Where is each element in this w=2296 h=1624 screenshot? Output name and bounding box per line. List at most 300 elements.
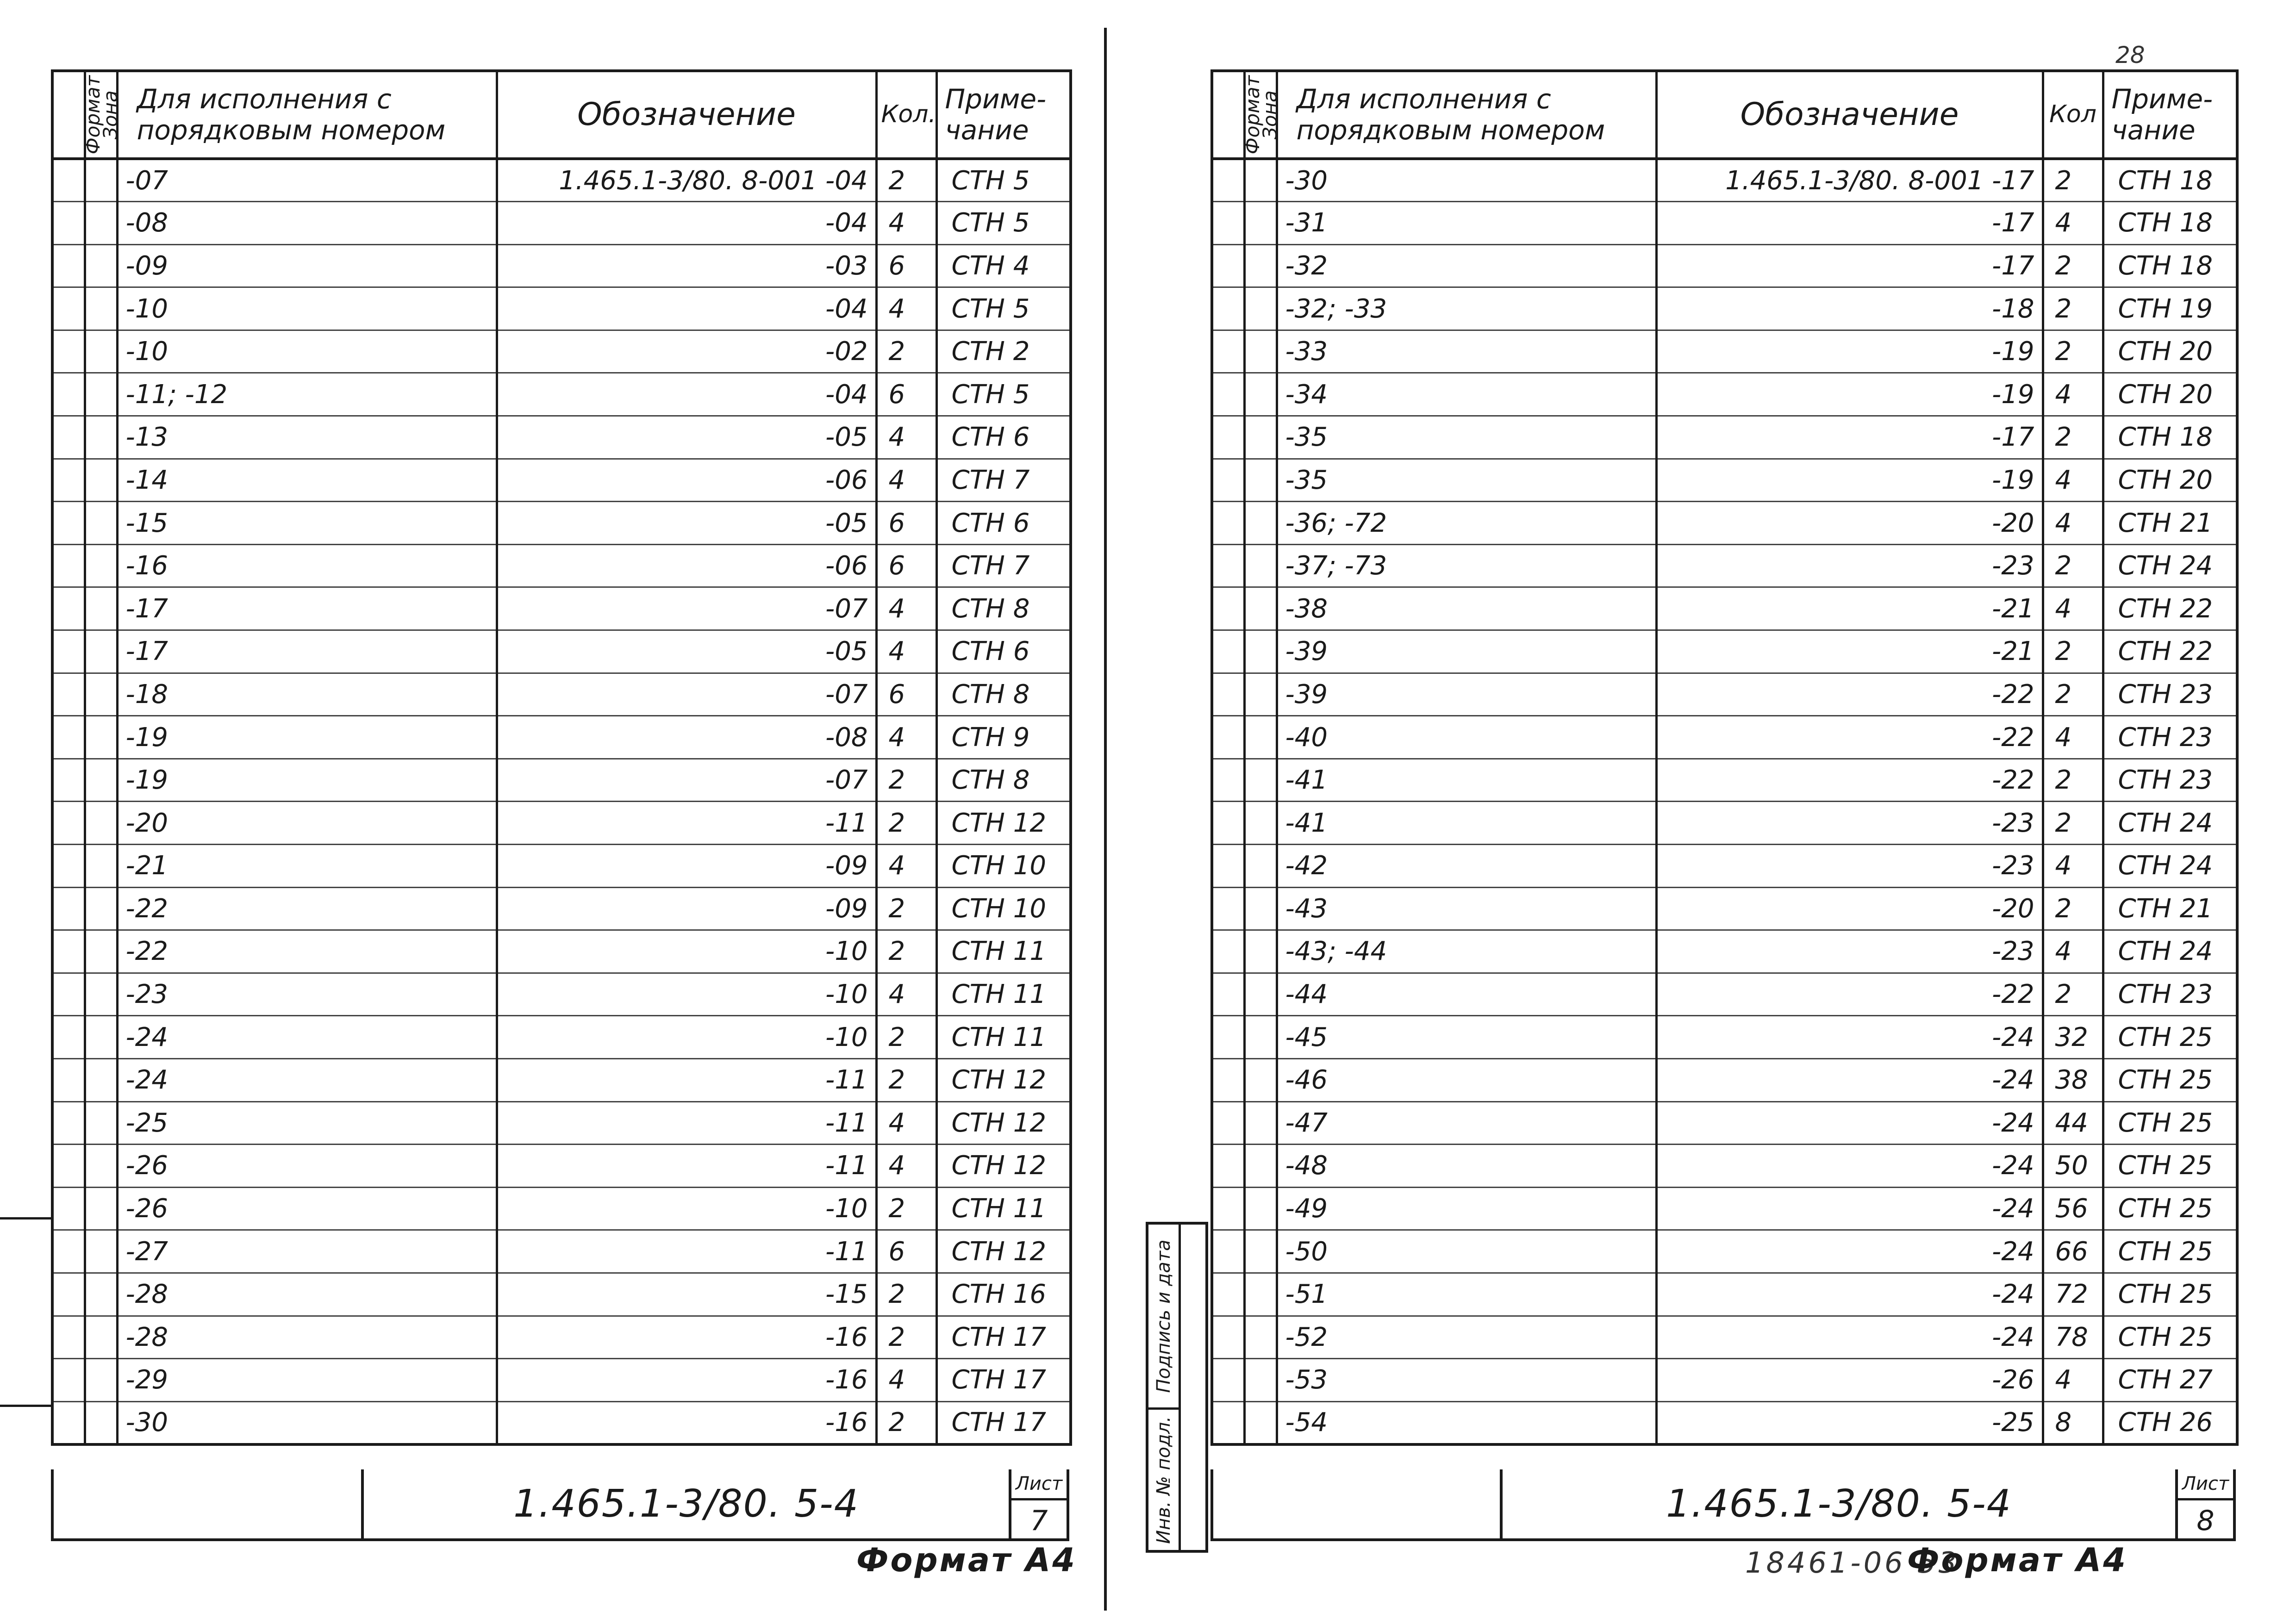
title-block-blank-cell — [54, 1469, 364, 1538]
variant-cell: -28 — [117, 1273, 497, 1316]
designation-cell: -26 — [1656, 1359, 2043, 1402]
format-cell — [52, 287, 85, 330]
format-cell — [1212, 330, 1244, 373]
qty-cell: 2 — [876, 159, 936, 202]
variant-cell: -26 — [117, 1187, 497, 1230]
format-cell — [52, 587, 85, 630]
note-cell: СТН 23 — [2103, 716, 2237, 759]
table-row — [52, 1016, 1071, 1059]
variant-cell: -10 — [117, 330, 497, 373]
header-note: Приме-чание — [2103, 71, 2237, 159]
variant-cell: -20 — [117, 802, 497, 845]
note-cell: СТН 17 — [936, 1401, 1071, 1444]
left-title-block — [51, 1469, 1069, 1541]
note-cell: СТН 24 — [2103, 802, 2237, 845]
zone-cell — [1244, 459, 1277, 502]
format-cell — [52, 759, 85, 802]
designation-cell: -16 — [497, 1359, 876, 1402]
format-cell — [52, 1101, 85, 1145]
header-qty: Кол. — [876, 71, 936, 159]
designation-cell: -11 — [497, 1101, 876, 1145]
qty-cell: 4 — [2043, 373, 2103, 416]
zone-cell — [85, 587, 117, 630]
note-cell: СТН 20 — [2103, 330, 2237, 373]
table-row — [52, 1401, 1071, 1444]
format-cell — [1212, 1101, 1244, 1145]
header-variant: Для исполнения с порядковым номером — [1277, 71, 1656, 159]
zone-cell — [1244, 1273, 1277, 1316]
variant-cell: -41 — [1277, 802, 1656, 845]
zone-cell — [1244, 330, 1277, 373]
variant-cell: -32; -33 — [1277, 287, 1656, 330]
format-cell — [52, 1058, 85, 1101]
format-cell — [1212, 1273, 1244, 1316]
designation-cell: -21 — [1656, 587, 2043, 630]
zone-cell — [85, 202, 117, 245]
table-row — [52, 930, 1071, 973]
variant-cell: -53 — [1277, 1359, 1656, 1402]
designation-cell: -19 — [1656, 330, 2043, 373]
qty-cell: 6 — [876, 373, 936, 416]
note-cell: СТН 8 — [936, 673, 1071, 716]
note-cell: СТН 26 — [2103, 1401, 2237, 1444]
zone-cell — [1244, 373, 1277, 416]
variant-cell: -27 — [117, 1230, 497, 1273]
note-cell: СТН 25 — [2103, 1058, 2237, 1101]
variant-cell: -23 — [117, 973, 497, 1016]
zone-cell — [85, 244, 117, 287]
qty-cell: 4 — [876, 287, 936, 330]
zone-cell — [1244, 716, 1277, 759]
variant-cell: -30 — [117, 1401, 497, 1444]
qty-cell: 4 — [2043, 502, 2103, 545]
variant-cell: -44 — [1277, 973, 1656, 1016]
zone-cell — [1244, 973, 1277, 1016]
qty-cell: 2 — [876, 759, 936, 802]
note-cell: СТН 4 — [936, 244, 1071, 287]
variant-cell: -36; -72 — [1277, 502, 1656, 545]
note-cell: СТН 25 — [2103, 1187, 2237, 1230]
designation-cell: -25 — [1656, 1401, 2043, 1444]
table-row — [52, 716, 1071, 759]
zone-cell — [85, 1145, 117, 1188]
table-row — [1212, 330, 2237, 373]
qty-cell: 32 — [2043, 1016, 2103, 1059]
note-cell: СТН 23 — [2103, 759, 2237, 802]
table-row — [52, 887, 1071, 930]
title-block-blank-cell — [1213, 1469, 1503, 1538]
zone-cell — [1244, 673, 1277, 716]
variant-cell: -35 — [1277, 416, 1656, 459]
note-cell: СТН 20 — [2103, 373, 2237, 416]
designation-cell: -03 — [497, 244, 876, 287]
designation-cell: -24 — [1656, 1273, 2043, 1316]
note-cell: СТН 25 — [2103, 1273, 2237, 1316]
qty-cell: 2 — [2043, 244, 2103, 287]
note-cell: СТН 18 — [2103, 202, 2237, 245]
variant-cell: -18 — [117, 673, 497, 716]
variant-cell: -14 — [117, 459, 497, 502]
qty-cell: 72 — [2043, 1273, 2103, 1316]
table-row — [52, 1273, 1071, 1316]
zone-cell — [1244, 1187, 1277, 1230]
side-stamp-cell — [1148, 1410, 1179, 1550]
zone-cell — [85, 930, 117, 973]
note-cell: СТН 25 — [2103, 1230, 2237, 1273]
table-row — [52, 845, 1071, 888]
qty-cell: 4 — [2043, 845, 2103, 888]
variant-cell: -42 — [1277, 845, 1656, 888]
table-header-row — [52, 71, 1071, 159]
zone-cell — [1244, 587, 1277, 630]
table-row — [1212, 373, 2237, 416]
designation-cell: -09 — [497, 845, 876, 888]
zone-cell — [85, 416, 117, 459]
note-cell: СТН 5 — [936, 159, 1071, 202]
zone-cell — [85, 845, 117, 888]
qty-cell: 2 — [2043, 759, 2103, 802]
qty-cell: 4 — [876, 1145, 936, 1188]
format-cell — [1212, 716, 1244, 759]
table-row — [1212, 1058, 2237, 1101]
table-row — [1212, 587, 2237, 630]
note-cell: СТН 11 — [936, 1187, 1071, 1230]
designation-cell: -05 — [497, 630, 876, 673]
zone-cell — [85, 1316, 117, 1359]
designation-cell: -15 — [497, 1273, 876, 1316]
zone-cell — [85, 716, 117, 759]
note-cell: СТН 25 — [2103, 1145, 2237, 1188]
format-cell — [1212, 287, 1244, 330]
format-label: Формат А4 — [856, 1541, 1077, 1579]
zone-cell — [1244, 202, 1277, 245]
zone-cell — [1244, 845, 1277, 888]
variant-cell: -10 — [117, 287, 497, 330]
designation-cell: -06 — [497, 459, 876, 502]
designation-cell: -11 — [497, 1145, 876, 1188]
variant-cell: -17 — [117, 630, 497, 673]
designation-cell: -02 — [497, 330, 876, 373]
qty-cell: 2 — [876, 1058, 936, 1101]
designation-cell: -22 — [1656, 759, 2043, 802]
zone-cell — [85, 1016, 117, 1059]
table-row — [1212, 1187, 2237, 1230]
note-cell: СТН 23 — [2103, 673, 2237, 716]
format-cell — [52, 845, 85, 888]
designation-cell: -10 — [497, 1016, 876, 1059]
note-cell: СТН 24 — [2103, 930, 2237, 973]
designation-cell: -06 — [497, 544, 876, 587]
variant-cell: -50 — [1277, 1230, 1656, 1273]
header-variant: Для исполнения с порядковым номером — [117, 71, 497, 159]
left-sheet — [0, 0, 1111, 1624]
zone-cell — [1244, 287, 1277, 330]
zone-cell — [85, 630, 117, 673]
zone-cell — [85, 1273, 117, 1316]
qty-cell: 2 — [876, 802, 936, 845]
variant-cell: -52 — [1277, 1316, 1656, 1359]
zone-cell — [85, 1359, 117, 1402]
note-cell: СТН 8 — [936, 759, 1071, 802]
table-row — [52, 330, 1071, 373]
zone-cell — [1244, 630, 1277, 673]
table-row — [52, 159, 1071, 202]
right-sheet — [1120, 0, 2296, 1624]
note-cell: СТН 23 — [2103, 973, 2237, 1016]
zone-cell — [85, 673, 117, 716]
format-cell — [52, 973, 85, 1016]
qty-cell: 44 — [2043, 1101, 2103, 1145]
zone-cell — [85, 544, 117, 587]
qty-cell: 2 — [2043, 287, 2103, 330]
table-row — [52, 373, 1071, 416]
table-row — [1212, 287, 2237, 330]
designation-cell: -05 — [497, 502, 876, 545]
qty-cell: 2 — [2043, 416, 2103, 459]
format-cell — [52, 416, 85, 459]
note-cell: СТН 21 — [2103, 887, 2237, 930]
page-number: 28 — [2115, 42, 2145, 68]
qty-cell: 50 — [2043, 1145, 2103, 1188]
header-zone: Зона — [85, 71, 117, 159]
designation-cell: 1.465.1-3/80. 8-001 -04 — [497, 159, 876, 202]
document-code: 1.465.1-3/80. 5-4 — [1666, 1482, 2012, 1526]
variant-cell: -13 — [117, 416, 497, 459]
variant-cell: -37; -73 — [1277, 544, 1656, 587]
table-row — [1212, 930, 2237, 973]
qty-cell: 2 — [2043, 673, 2103, 716]
zone-cell — [85, 459, 117, 502]
variant-cell: -11; -12 — [117, 373, 497, 416]
table-row — [1212, 673, 2237, 716]
designation-cell: -17 — [1656, 416, 2043, 459]
format-cell — [52, 1359, 85, 1402]
format-cell — [1212, 1359, 1244, 1402]
note-cell: СТН 5 — [936, 373, 1071, 416]
table-header-row — [1212, 71, 2237, 159]
qty-cell: 4 — [876, 416, 936, 459]
variant-cell: -08 — [117, 202, 497, 245]
format-cell — [52, 1230, 85, 1273]
right-title-block — [1210, 1469, 2236, 1541]
zone-cell — [1244, 416, 1277, 459]
variant-cell: -43; -44 — [1277, 930, 1656, 973]
variant-cell: -31 — [1277, 202, 1656, 245]
variant-cell: -19 — [117, 716, 497, 759]
designation-cell: -07 — [497, 587, 876, 630]
qty-cell: 6 — [876, 244, 936, 287]
format-cell — [52, 802, 85, 845]
table-row — [52, 1187, 1071, 1230]
note-cell: СТН 11 — [936, 930, 1071, 973]
qty-cell: 2 — [2043, 973, 2103, 1016]
format-cell — [1212, 1058, 1244, 1101]
zone-cell — [1244, 1316, 1277, 1359]
zone-cell — [1244, 759, 1277, 802]
qty-cell: 4 — [2043, 587, 2103, 630]
table-row — [52, 1230, 1071, 1273]
zone-cell — [85, 887, 117, 930]
designation-cell: -11 — [497, 802, 876, 845]
variant-cell: -22 — [117, 887, 497, 930]
qty-cell: 38 — [2043, 1058, 2103, 1101]
format-cell — [1212, 630, 1244, 673]
format-cell — [1212, 887, 1244, 930]
format-cell — [52, 459, 85, 502]
note-cell: СТН 10 — [936, 887, 1071, 930]
variant-cell: -32 — [1277, 244, 1656, 287]
variant-cell: -51 — [1277, 1273, 1656, 1316]
designation-cell: -10 — [497, 930, 876, 973]
designation-cell: -24 — [1656, 1058, 2043, 1101]
qty-cell: 4 — [876, 1359, 936, 1402]
table-row — [52, 802, 1071, 845]
format-cell — [52, 159, 85, 202]
zone-cell — [85, 1058, 117, 1101]
note-cell: СТН 24 — [2103, 544, 2237, 587]
variant-cell: -09 — [117, 244, 497, 287]
format-cell — [1212, 202, 1244, 245]
variant-cell: -21 — [117, 845, 497, 888]
note-cell: СТН 8 — [936, 587, 1071, 630]
note-cell: СТН 7 — [936, 544, 1071, 587]
table-row — [52, 244, 1071, 287]
header-format: Формат — [1212, 71, 1244, 159]
qty-cell: 2 — [876, 1273, 936, 1316]
note-cell: СТН 6 — [936, 502, 1071, 545]
qty-cell: 8 — [2043, 1401, 2103, 1444]
archive-number: 18461-06 53 — [1745, 1546, 1960, 1580]
table-row — [1212, 1101, 2237, 1145]
note-cell: СТН 12 — [936, 1101, 1071, 1145]
format-cell — [52, 502, 85, 545]
qty-cell: 2 — [876, 330, 936, 373]
note-cell: СТН 2 — [936, 330, 1071, 373]
format-cell — [52, 716, 85, 759]
zone-cell — [1244, 887, 1277, 930]
qty-cell: 2 — [876, 1401, 936, 1444]
qty-cell: 56 — [2043, 1187, 2103, 1230]
qty-cell: 2 — [876, 1016, 936, 1059]
designation-cell: -23 — [1656, 845, 2043, 888]
format-cell — [52, 1273, 85, 1316]
table-row — [52, 544, 1071, 587]
designation-cell: -24 — [1656, 1016, 2043, 1059]
zone-cell — [85, 1401, 117, 1444]
variant-cell: -34 — [1277, 373, 1656, 416]
note-cell: СТН 25 — [2103, 1101, 2237, 1145]
side-stamp-value-column — [1179, 1225, 1209, 1550]
format-cell — [52, 1316, 85, 1359]
zone-cell — [1244, 1359, 1277, 1402]
format-cell — [52, 630, 85, 673]
table-row — [52, 502, 1071, 545]
variant-cell: -48 — [1277, 1145, 1656, 1188]
table-row — [52, 1316, 1071, 1359]
variant-cell: -49 — [1277, 1187, 1656, 1230]
format-cell — [52, 1016, 85, 1059]
table-row — [1212, 630, 2237, 673]
table-row — [1212, 845, 2237, 888]
designation-cell: -11 — [497, 1230, 876, 1273]
qty-cell: 6 — [876, 673, 936, 716]
table-row — [1212, 459, 2237, 502]
format-cell — [1212, 759, 1244, 802]
designation-cell: -16 — [497, 1401, 876, 1444]
side-stamp-label-column — [1148, 1225, 1181, 1550]
qty-cell: 2 — [876, 1187, 936, 1230]
note-cell: СТН 7 — [936, 459, 1071, 502]
format-cell — [52, 244, 85, 287]
designation-cell: -20 — [1656, 887, 2043, 930]
qty-cell: 4 — [2043, 1359, 2103, 1402]
format-cell — [52, 930, 85, 973]
header-qty: Кол — [2043, 71, 2103, 159]
variant-cell: -17 — [117, 587, 497, 630]
qty-cell: 6 — [876, 544, 936, 587]
designation-cell: -10 — [497, 1187, 876, 1230]
table-row — [1212, 887, 2237, 930]
zone-cell — [85, 373, 117, 416]
variant-cell: -24 — [117, 1058, 497, 1101]
note-cell: СТН 18 — [2103, 244, 2237, 287]
qty-cell: 4 — [876, 845, 936, 888]
qty-cell: 4 — [2043, 459, 2103, 502]
note-cell: СТН 9 — [936, 716, 1071, 759]
designation-cell: -07 — [497, 759, 876, 802]
designation-cell: -24 — [1656, 1230, 2043, 1273]
variant-cell: -16 — [117, 544, 497, 587]
qty-cell: 2 — [2043, 630, 2103, 673]
designation-cell: -20 — [1656, 502, 2043, 545]
designation-cell: -23 — [1656, 930, 2043, 973]
variant-cell: -47 — [1277, 1101, 1656, 1145]
format-cell — [52, 1145, 85, 1188]
zone-cell — [1244, 1101, 1277, 1145]
right-spec-table — [1210, 69, 2239, 1446]
designation-cell: 1.465.1-3/80. 8-001 -17 — [1656, 159, 2043, 202]
designation-cell: -18 — [1656, 287, 2043, 330]
note-cell: СТН 6 — [936, 416, 1071, 459]
table-row — [1212, 802, 2237, 845]
variant-cell: -33 — [1277, 330, 1656, 373]
zone-cell — [1244, 802, 1277, 845]
note-cell: СТН 25 — [2103, 1016, 2237, 1059]
qty-cell: 2 — [2043, 330, 2103, 373]
table-row — [1212, 159, 2237, 202]
table-row — [1212, 416, 2237, 459]
note-cell: СТН 12 — [936, 1230, 1071, 1273]
qty-cell: 4 — [876, 630, 936, 673]
format-cell — [1212, 673, 1244, 716]
zone-cell — [1244, 544, 1277, 587]
format-cell — [52, 673, 85, 716]
table-row — [52, 459, 1071, 502]
note-cell: СТН 12 — [936, 1145, 1071, 1188]
table-row — [52, 416, 1071, 459]
table-row — [52, 202, 1071, 245]
zone-cell — [1244, 930, 1277, 973]
zone-cell — [85, 1101, 117, 1145]
designation-cell: -21 — [1656, 630, 2043, 673]
zone-cell — [85, 1230, 117, 1273]
note-cell: СТН 11 — [936, 1016, 1071, 1059]
variant-cell: -28 — [117, 1316, 497, 1359]
variant-cell: -38 — [1277, 587, 1656, 630]
format-cell — [1212, 1145, 1244, 1188]
qty-cell: 4 — [2043, 716, 2103, 759]
zone-cell — [1244, 502, 1277, 545]
